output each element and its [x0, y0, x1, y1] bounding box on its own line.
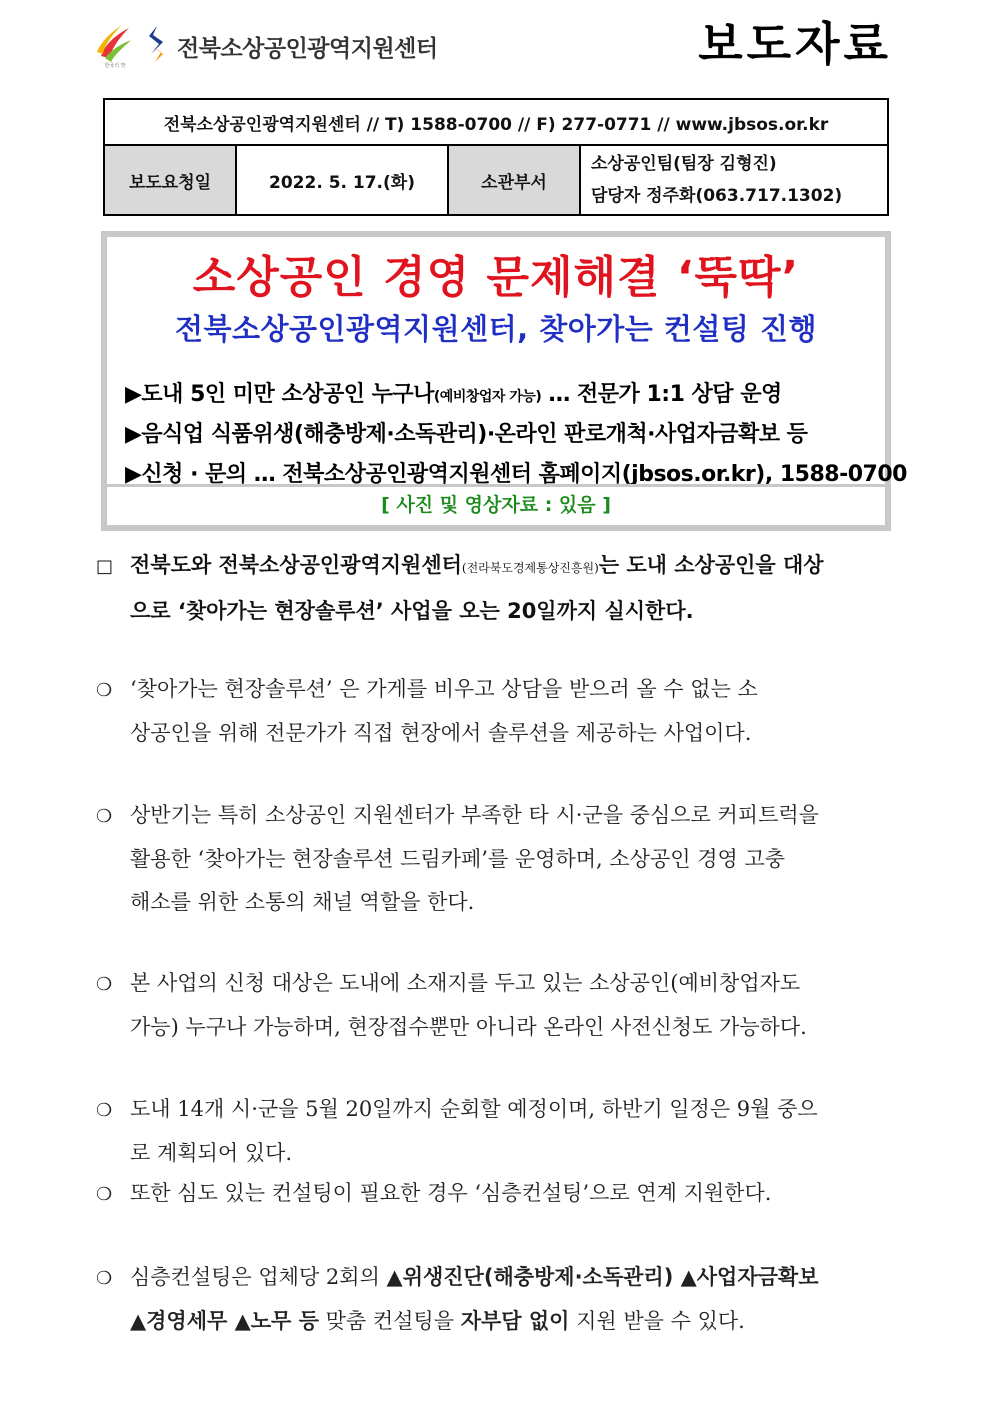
- sbc-logo-icon: [143, 24, 169, 64]
- headline-box: [101, 231, 907, 531]
- press-info-table: [103, 98, 889, 216]
- org-logo: [95, 22, 455, 72]
- press-release-title: 보도자료: [698, 17, 892, 71]
- headline-main: 소상공인 경영 문제해결 ‘뚝딱’: [192, 252, 800, 303]
- summary-bullet-2: ▶음식업 식품위생(해충방제·소독관리)·온라인 판로개척·사업자금확보 등: [125, 422, 808, 447]
- p4-line-1: 도내 14개 시·군을 5월 20일까지 순회할 예정이며, 하반기 일정은 9월 중으: [130, 1097, 818, 1121]
- p6-text-f: 지원 받을 수 있다.: [569, 1309, 745, 1333]
- dept-value: [580, 145, 888, 215]
- svg-text:한국의 맛: 한국의 맛: [104, 63, 126, 68]
- square-bullet-icon: □: [96, 556, 114, 577]
- lead-text-c: 으로 ‘찾아가는 현장솔루션’ 사업을 오는 20일까지 실시한다.: [130, 599, 694, 623]
- paragraph-4: [96, 1088, 898, 1175]
- bullet-1-note: (예비창업자 가능): [433, 389, 542, 405]
- summary-bullet-1: [125, 377, 782, 408]
- circle-bullet-icon: ❍: [96, 974, 113, 995]
- dept-label: 소관부서: [448, 145, 580, 215]
- p1-line-1: ‘찾아가는 현장솔루션’ 은 가게를 비우고 상담을 받으러 올 수 없는 소: [130, 677, 758, 701]
- circle-bullet-icon: ❍: [96, 1100, 113, 1121]
- lead-paragraph: [96, 544, 898, 633]
- p2-line-1: 상반기는 특히 소상공인 지원센터가 부족한 타 시·군을 중심으로 커피트럭을: [130, 803, 819, 827]
- contact-line: 전북소상공인광역지원센터 // T) 1588-0700 // F) 277-0771 // www.jbsos.or.kr: [104, 99, 888, 145]
- p6-text-e: 자부담 없이: [460, 1309, 570, 1333]
- p4-line-2: 로 계획되어 있다.: [130, 1141, 293, 1165]
- circle-bullet-icon: ❍: [96, 1184, 113, 1205]
- paragraph-3: [96, 962, 898, 1049]
- p1-line-2: 상공인을 위해 전문가가 직접 현장에서 솔루션을 제공하는 사업이다.: [130, 721, 752, 745]
- paragraph-1: [96, 668, 898, 755]
- headline-content: [107, 237, 907, 491]
- p6-text-c: ▲경영세무 ▲노무 등: [130, 1309, 319, 1333]
- photo-availability-note: [ 사진 및 영상자료 : 있음 ]: [107, 484, 885, 525]
- p5-line-1: 또한 심도 있는 컨설팅이 필요한 경우 ‘심층컨설팅’으로 연계 지원한다.: [130, 1181, 772, 1205]
- lead-text-b: 는 도내 소상공인을 대상: [598, 553, 824, 577]
- p3-line-1: 본 사업의 신청 대상은 도내에 소재지를 두고 있는 소상공인(예비창업자도: [130, 971, 801, 995]
- bullet-1-text: ▶도내 5인 미만 소상공인 누구나: [125, 382, 434, 407]
- p6-text-a: 심층컨설팅은 업체당 2회의: [130, 1265, 387, 1289]
- summary-bullet-3: ▶신청 · 문의 … 전북소상공인광역지원센터 홈페이지(jbsos.or.kr), 1588-0700: [125, 462, 907, 487]
- headline-sub: 전북소상공인광역지원센터, 찾아가는 컨설팅 진행: [174, 312, 818, 346]
- org-name: 전북소상공인광역지원센터: [177, 36, 438, 62]
- circle-bullet-icon: ❍: [96, 680, 113, 701]
- paragraph-5: [96, 1172, 898, 1216]
- dept-team: 소상공인팀(팀장 김형진): [591, 154, 777, 174]
- dept-contact: 담당자 정주화(063.717.1302): [591, 186, 843, 206]
- p2-line-2: 활용한 ‘찾아가는 현장솔루션 드림카페’를 운영하며, 소상공인 경영 고충: [130, 847, 786, 871]
- circle-bullet-icon: ❍: [96, 1268, 113, 1289]
- p6-text-d: 맞춤 컨설팅을: [318, 1309, 461, 1333]
- jeonbuk-emblem-icon: [95, 22, 135, 68]
- lead-text-a: 전북도와 전북소상공인광역지원센터: [130, 553, 462, 577]
- date-value: 2022. 5. 17.(화): [236, 145, 448, 215]
- p6-text-b: ▲위생진단(해충방제·소독관리) ▲사업자금확보: [386, 1265, 819, 1289]
- paragraph-2: [96, 794, 898, 924]
- lead-note: (전라북도경제통상진흥원): [461, 561, 599, 575]
- date-label: 보도요청일: [104, 145, 236, 215]
- circle-bullet-icon: ❍: [96, 806, 113, 827]
- p2-line-3: 해소를 위한 소통의 채널 역할을 한다.: [130, 890, 475, 914]
- paragraph-6: [96, 1256, 898, 1343]
- p3-line-2: 가능) 누구나 가능하며, 현장접수뿐만 아니라 온라인 사전신청도 가능하다.: [130, 1015, 807, 1039]
- bullet-1-tail: … 전문가 1:1 상담 운영: [541, 382, 782, 407]
